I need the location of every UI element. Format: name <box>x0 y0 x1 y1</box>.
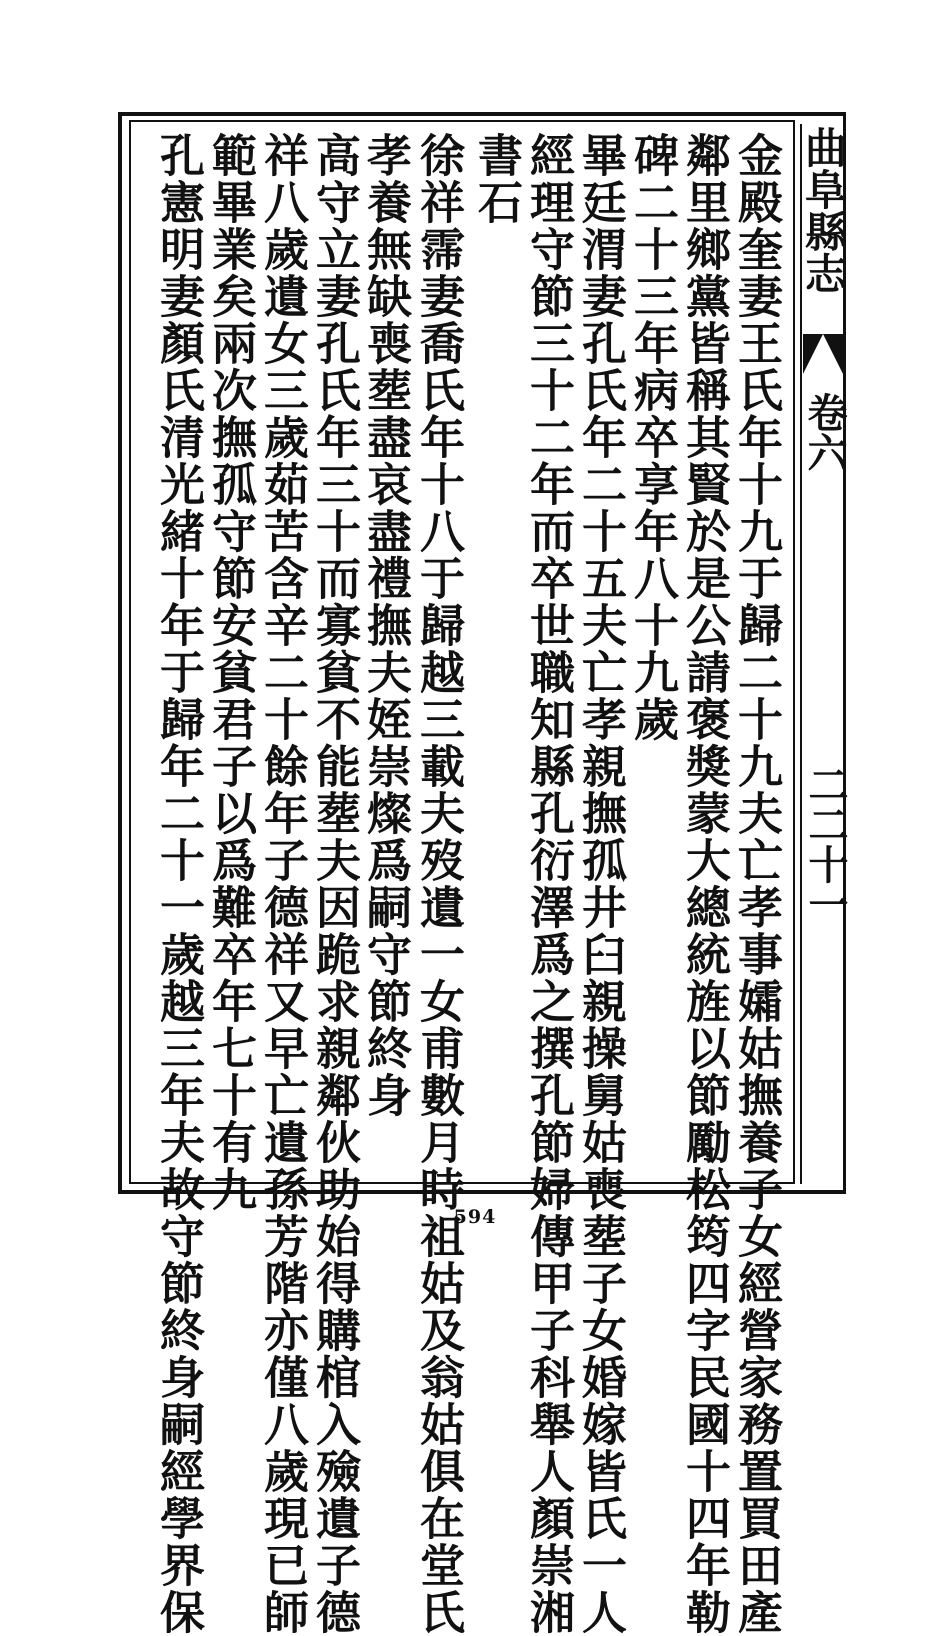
text-column-12: 孔憲明妻顏氏清光緒十年于歸年二十一歲越三年夫故守節終身嗣經學界保 <box>152 132 205 1636</box>
text-column-7: 徐祥霈妻喬氏年十八于歸越三載夫歿遺一女甫數月時祖姑及翁姑俱在堂氏 <box>412 132 465 1636</box>
text-column-4: 畢廷渭妻孔氏年二十五夫亡孝親撫孤井臼親操舅姑喪塟子女婚嫁皆氏一人 <box>574 132 627 1636</box>
text-column-11: 範畢業矣兩次撫孤守節安貧君子以爲難卒年七十有九 <box>204 132 257 1213</box>
text-column-2: 鄰里鄉黨皆稱其賢於是公請褒獎蒙大總統旌以節勵松筠四字民國十四年勒 <box>678 132 731 1636</box>
page-number: 594 <box>453 1206 497 1228</box>
text-column-5: 經理守節三十二年而卒世職知縣孔衍澤爲之撰孔節婦傳甲子科舉人顏崇湘 <box>522 132 575 1636</box>
text-column-10: 祥八歲遺女三歲茹苦含辛二十餘年子德祥又早亡遺孫芳階亦僅八歲現已師 <box>256 132 309 1636</box>
margin-juan: 卷六 <box>801 392 848 472</box>
fish-tail-ornament <box>803 334 843 374</box>
margin-title: 曲阜縣志 <box>799 126 848 294</box>
text-column-3: 碑二十三年病卒享年八十九歲 <box>626 132 679 743</box>
text-column-9: 高守立妻孔氏年三十而寡貧不能塟夫因跪求親鄰伙助始得購棺入殮遺子德 <box>308 132 361 1636</box>
margin-page-number: 二二十一 <box>802 764 849 924</box>
text-column-6: 書石 <box>470 132 523 226</box>
text-column-1: 金殿奎妻王氏年十九于歸二十九夫亡孝事孀姑撫養子女經營家務置買田產 <box>730 132 783 1636</box>
text-column-8: 孝養無缺喪塟盡哀盡禮撫夫姪崇燦爲嗣守節終身 <box>359 132 412 1119</box>
